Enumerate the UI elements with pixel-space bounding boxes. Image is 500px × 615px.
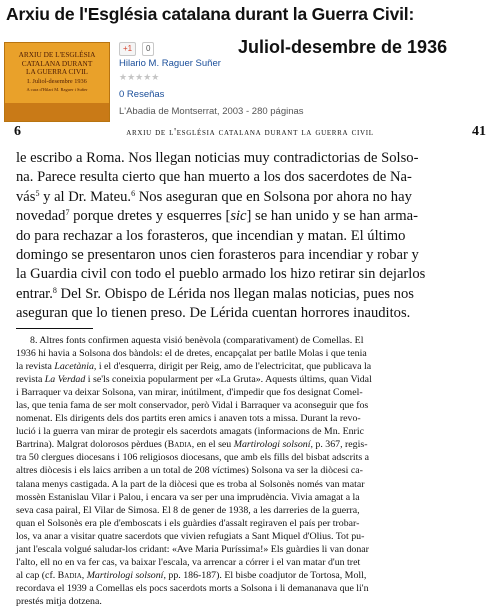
cover-title-line: LA GUERRA CIVIL [25, 67, 89, 76]
reviews-link[interactable]: 0 Reseñas [119, 89, 165, 100]
text-line: na. Parece resulta cierto que han muerto a los dos sacerdotes de Na- [16, 169, 412, 186]
footnote-line: l'alto, ell no en va fer cas, va baixar l'escala, va arrencar a córrer i el van matar d'un tret [16, 556, 361, 568]
text-line: entrar.$^8$ Del Sr. Obispo de Lérida nos llegan malas noticias, pues nos [16, 285, 414, 302]
body-text [16, 149, 490, 324]
footnote-line: 8. Altres fonts confirmen aquesta visió benèvola (comparativament) de Comellas. El [30, 335, 364, 346]
footnote-line: jant l'escala volgué saludar-los cridant: «Ave Maria Puríssima!» Els guàrdies li van donar [16, 543, 369, 555]
footnote-line: altres diòcesis i els laics arriben a un total de 208 víctimes) Solsona va ser la diòcesi ca- [16, 465, 363, 477]
google-plus-one-button[interactable]: +1 [119, 42, 136, 56]
footnote-line: seva casa pairal, El Vilar de Simosa. El 8 de gener de 1938, a les darreries de la guerra, [16, 504, 360, 516]
rating-stars-icon: ★★★★★ [119, 72, 160, 82]
footnote-ref[interactable]: 6 [131, 188, 136, 198]
footnote-line: recordava el 1939 a Comellas els pocs sacerdots morts a Solsona i li demananava que li'n [16, 582, 369, 594]
footnote-line: 1936 hi havia a Solsona dos bàndols: el de dretes, encapçalat per batlle Molas i que tenia [16, 348, 367, 360]
footnote-line: al cap (cf. Badia, Martirologi solsoní, pp. 186-187). El bisbe coadjutor de Tortosa, Moll, [16, 569, 367, 581]
footnote-line: revista La Verdad i se'ls coneixia popularment per «La Gruta». Aquests últims, quan Vidal [16, 374, 372, 386]
footnote-divider [16, 328, 93, 329]
cover-title-line: CATALANA DURANT [21, 58, 93, 68]
text-line: do para rechazar a los forasteros, que incendian y matan. El último [16, 227, 406, 244]
cover-editor-line: A cura d'Hilari M. Raguer i Suñer [26, 86, 88, 92]
page-number-left: 6 [14, 124, 21, 139]
footnote-8 [16, 334, 490, 608]
plus-one-count: 0 [142, 42, 154, 56]
text-line: vás$^5$ y al Dr. Mateu.$^6$ Nos aseguran que en Solsona por ahora no hay [16, 188, 412, 205]
footnote-line: lució i la guerra van mirar de protegir els sacerdots amagats (informacions de Mn. Enric [16, 426, 364, 438]
cover-title-line: ARXIU DE L'ESGLÉSIA [18, 50, 96, 59]
footnote-line: prestés mitja dotzena. [16, 595, 102, 607]
text-line: le escribo a Roma. Nos llegan noticias muy contradictorias de Solso- [16, 150, 419, 166]
footnote-line: los, va anar a visitar quatre sacerdots que vivien refugiats a Sant Miquel d'Olius. Tot pu- [16, 530, 365, 542]
cover-band [5, 103, 109, 121]
footnote-line: Bartrina). Malgrat dolorosos pèrdues (Badia, en el seu Martirologi solsoní, p. 367, regis- [16, 439, 368, 451]
footnote-line: i Barraquer va deixar Solsona, van mirar, inútilment, d'impedir que fos designat Comel- [16, 387, 363, 399]
footnote-line: tra 50 clergues diocesans i 106 religiosos diocesans, que amb els fills del bisbat adscrits a [16, 452, 370, 464]
footnote-line: talana menys castigada. A la part de la diòcesi que es troba al Solsonès només van matar [16, 478, 365, 490]
cover-volume-line: I. Juliol-desembre 1936 [27, 77, 87, 85]
author-link[interactable]: Hilario M. Raguer Suñer [119, 58, 221, 69]
page-number-right: 41 [472, 124, 486, 139]
footnote-line: quan el Solsonès era ple d'emboscats i els guàrdies d'assalt regiraven el país per trobar- [16, 517, 360, 529]
footnote-line: la revista Lacetània, i el d'esquerra, dirigit per Reig, amo de l'electricitat, que publicava la [16, 361, 372, 373]
footnote-ref[interactable]: 8 [52, 285, 57, 295]
footnote-ref[interactable]: 5 [35, 188, 40, 198]
book-title: Arxiu de l'Església catalana durant la Guerra Civil: [6, 4, 415, 24]
text-line: aseguran que lo tienen preso. De Lérida cuentan horrores inauditos. [16, 305, 411, 322]
text-line: la Guardia civil con todo el pueblo armado los hizo retirar sin dejarlos [16, 266, 426, 283]
text-line: domingo se presentaron unos cien forasteros para incendiar y robar y [16, 247, 419, 264]
running-head: arxiu de l'església catalana durant la guerra civil [126, 127, 374, 138]
publisher-info: L'Abadia de Montserrat, 2003 - 280 páginas [119, 106, 304, 117]
footnote-line: las, que tenia fama de ser molt conservador, però Vidal i Barraquer va aconseguir que fos [16, 400, 369, 412]
footnote-line: mossèn Estanislau Vilar i Palou, i encara va ser per una imprudència. Vivia amagat a la [16, 491, 360, 503]
text-line: novedad$^7$ porque dretes y esquerres [sic] se han unido y se han arma- [16, 208, 418, 225]
footnote-ref[interactable]: 7 [65, 208, 70, 218]
book-subtitle: Juliol-desembre de 1936 [238, 37, 448, 57]
footnote-line: nomenat. Els dirigents dels dos partits eren amics i anaven tots a missa. Durant la revo- [16, 413, 361, 425]
book-cover-thumbnail[interactable] [4, 42, 110, 122]
